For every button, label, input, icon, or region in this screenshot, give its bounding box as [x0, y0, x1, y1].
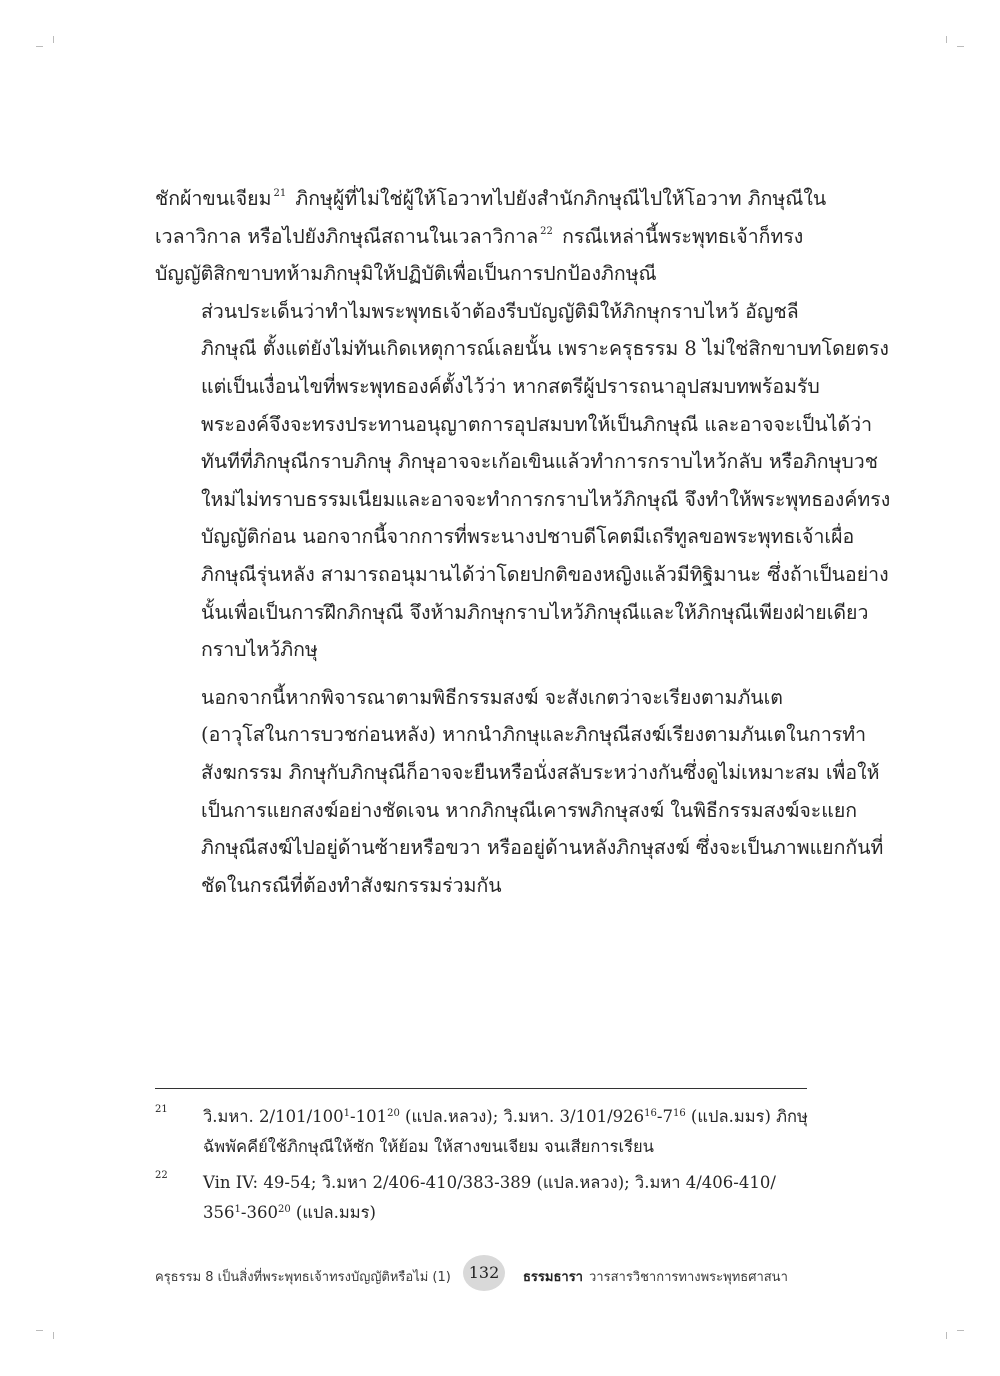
footnote-reference: 20 [387, 1108, 400, 1119]
text-line: Vin IV: 49-54; วิ.มหา 2/406-410/383-389 (แปล.หลวง); วิ.มหา 4/406-410/ [203, 1173, 776, 1192]
text-line: วิ.มหา. $2/101/100^1-101^{20}$ (แปล.หลวง); วิ.มหา. $3/101/926^{16}-7^{16}$ (แปล.มมร) ภิกษุ [203, 1107, 808, 1126]
text-line: บัญญัติสิกขาบทห้ามภิกษุมิให้ปฏิบัติเพื่อเป็นการปกป้องภิกษุณี [155, 262, 657, 286]
journal-name: ธรรมธารา [523, 1270, 583, 1285]
crop-mark [36, 1330, 43, 1331]
text-line: พระองค์จึงจะทรงประทานอนุญาตการอุปสมบทให้เป็นภิกษุณี และอาจจะเป็นได้ว่า [201, 412, 873, 436]
journal-info [523, 1266, 788, 1287]
text-line: ชักผ้าขนเจียม $^{21}$ ภิกษุผู้ที่ไม่ใช่ผู้ให้โอวาทไปยังสำนักภิกษุณีไปให้โอวาท ภิกษุณีใน [155, 187, 827, 210]
crop-mark [946, 1332, 947, 1339]
text-line: บัญญัติก่อน นอกจากนี้จากการที่พระนางปชาบดีโคตมีเถรีทูลขอพระพุทธเจ้าเผื่อ [201, 525, 855, 549]
text-line: ภิกษุณี ตั้งแต่ยังไม่ทันเกิดเหตุการณ์เลยนั้น เพราะครุธรรม 8 ไม่ใช่สิกขาบทโดยตรง [201, 337, 889, 361]
page-footer [155, 1255, 807, 1295]
text-line: ทันทีที่ภิกษุณีกราบภิกษุ ภิกษุอาจจะเก้อเขินแล้วทำการกราบไหว้กลับ หรือภิกษุบวช [201, 450, 878, 474]
paragraph [155, 293, 891, 669]
footnote-divider [155, 1088, 807, 1089]
paragraph [155, 180, 827, 293]
footnote-text [203, 1168, 807, 1228]
footnote-reference: 1 [343, 1108, 350, 1119]
text-line: ส่วนประเด็นว่าทำไมพระพุทธเจ้าต้องรีบบัญญัติมิให้ภิกษุกราบไหว้ อัญชลี [201, 299, 799, 323]
text-line: นอกจากนี้หากพิจารณาตามพิธีกรรมสงฆ์ จะสังเกตว่าจะเรียงตามภันเต [201, 685, 783, 709]
text-line: ภิกษุณีสงฆ์ไปอยู่ด้านซ้ายหรือขวา หรืออยู่ด้านหลังภิกษุสงฆ์ ซึ่งจะเป็นภาพแยกกันที่ [201, 836, 884, 860]
footnote-number: 21 [155, 1104, 168, 1115]
text-line: ภิกษุณีรุ่นหลัง สามารถอนุมานได้ว่าโดยปกติของหญิงแล้วมีทิฐิมานะ ซึ่งถ้าเป็นอย่าง [201, 562, 889, 586]
crop-mark [957, 46, 964, 47]
text-line: เป็นการแยกสงฆ์อย่างชัดเจน หากภิกษุณีเคารพภิกษุสงฆ์ ในพิธีกรรมสงฆ์จะแยก [201, 798, 858, 822]
footnote-22 [155, 1168, 807, 1228]
footnote-reference: 1 [234, 1204, 241, 1215]
footnote-number: 22 [155, 1170, 168, 1181]
article-body [155, 180, 891, 904]
footnote-21 [155, 1102, 807, 1162]
text-line: (อาวุโสในการบวชก่อนหลัง) หากนำภิกษุและภิกษุณีสงฆ์เรียงตามภันเตในการทำ [201, 723, 867, 747]
footnote-reference: 22 [540, 225, 553, 237]
crop-mark [946, 36, 947, 43]
journal-subtitle: วารสารวิชาการทางพระพุทธศาสนา [589, 1270, 788, 1285]
footnote-reference: 20 [277, 1204, 291, 1215]
footnote-reference: 21 [273, 188, 287, 199]
crop-mark [53, 36, 54, 43]
crop-mark [53, 1332, 54, 1339]
text-line: กราบไหว้ภิกษุ [201, 638, 318, 662]
text-line: ชัดในกรณีที่ต้องทำสังฆกรรมร่วมกัน [201, 873, 502, 897]
crop-mark [957, 1330, 964, 1331]
footnote-text [203, 1102, 807, 1162]
text-line: เวลาวิกาล หรือไปยังภิกษุณีสถานในเวลาวิกาล $^{22}$ กรณีเหล่านี้พระพุทธเจ้าก็ทรง [155, 224, 804, 248]
text-line: แต่เป็นเงื่อนไขที่พระพุทธองค์ตั้งไว้ว่า หากสตรีผู้ปรารถนาอุปสมบทพร้อมรับ [201, 374, 820, 398]
paragraph [155, 679, 884, 905]
footnote-reference: 16 [644, 1108, 657, 1119]
text-line: ใหม่ไม่ทราบธรรมเนียมและอาจจะทำการกราบไหว้ภิกษุณี จึงทำให้พระพุทธองค์ทรง [201, 487, 891, 511]
footnote-reference: 16 [672, 1108, 686, 1119]
text-line: ฉัพพัคคีย์ใช้ภิกษุณีให้ซัก ให้ย้อม ให้สางขนเจียม จนเสียการเรียน [203, 1137, 654, 1156]
page-number: 132 [463, 1255, 505, 1291]
crop-mark [36, 46, 43, 47]
article-title: ครุธรรม 8 เป็นสิ่งที่พระพุทธเจ้าทรงบัญญัติหรือไม่ (1) [155, 1270, 451, 1285]
text-line: นั้นเพื่อเป็นการฝึกภิกษุณี จึงห้ามภิกษุกราบไหว้ภิกษุณีและให้ภิกษุณีเพียงฝ่ายเดียว [201, 600, 869, 624]
text-line: $356^1-360^{20}$ (แปล.มมร) [203, 1203, 376, 1222]
text-line: สังฆกรรม ภิกษุกับภิกษุณีก็อาจจะยืนหรือนั่งสลับระหว่างกันซึ่งดูไม่เหมาะสม เพื่อให้ [201, 760, 880, 784]
